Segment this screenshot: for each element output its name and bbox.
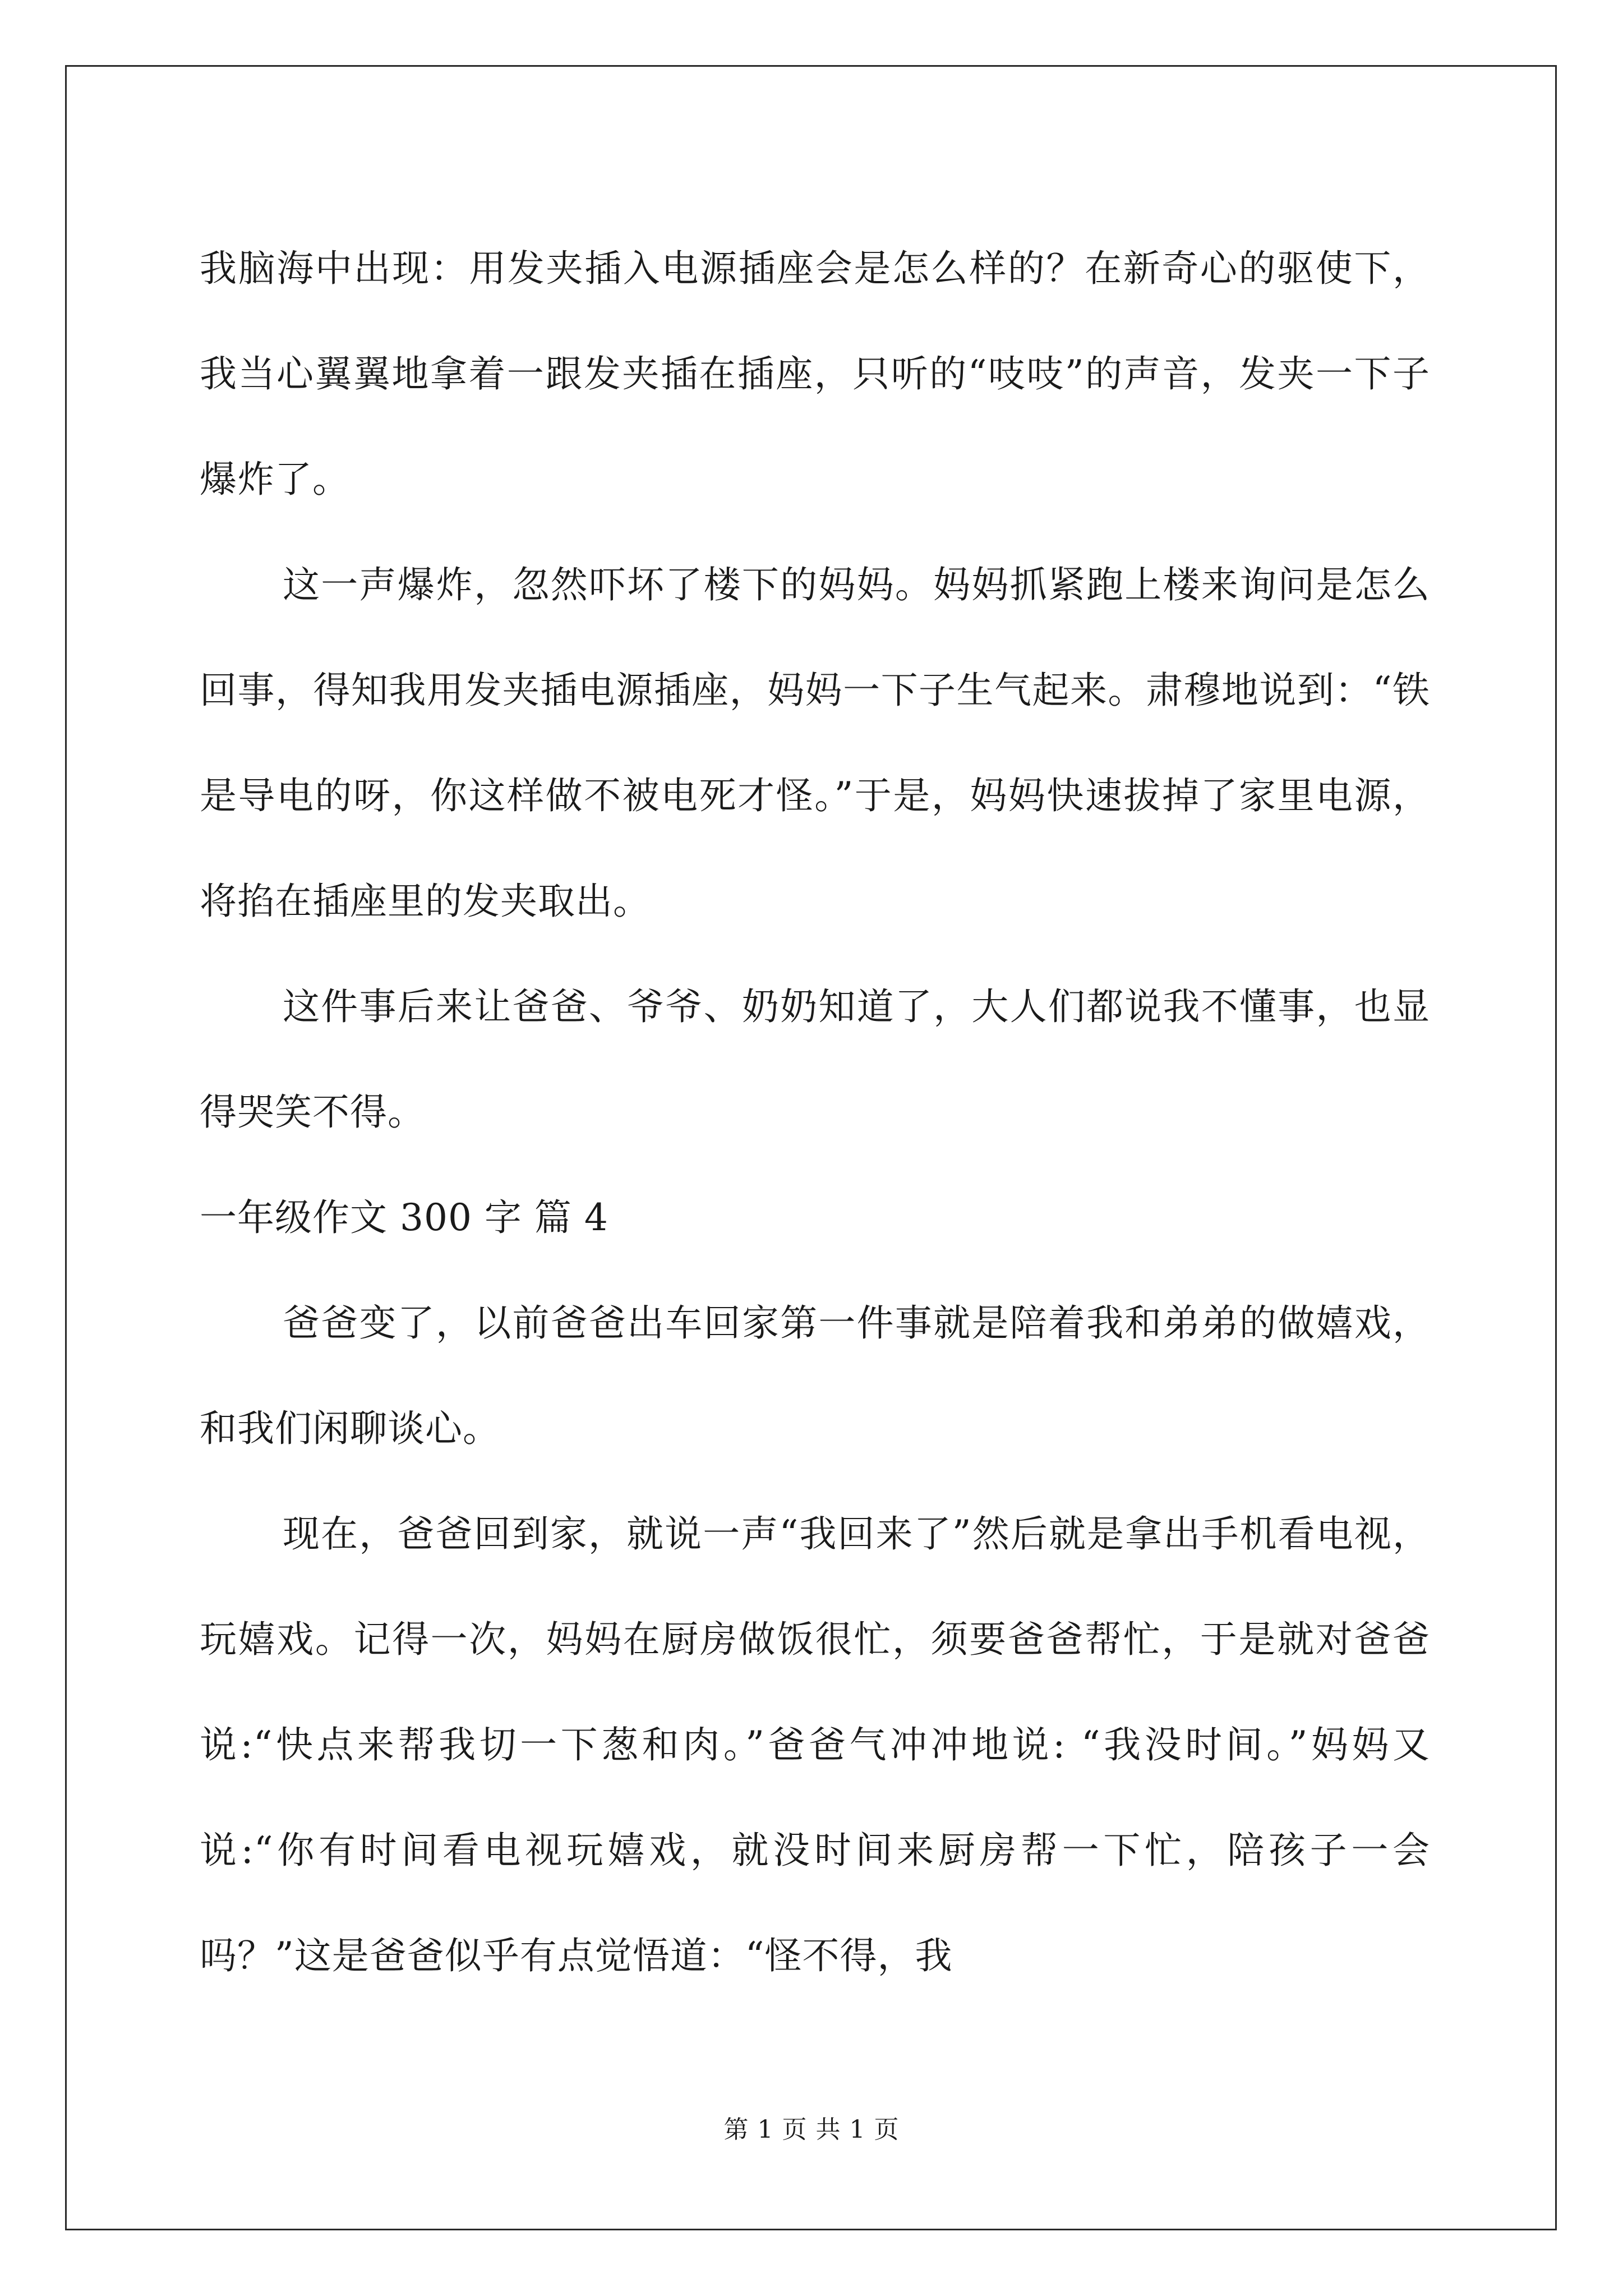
paragraph: 现在，爸爸回到家，就说一声“我回来了”然后就是拿出手机看电视，玩嬉戏。记得一次，妈妈在厨房做饭很忙，须要爸爸帮忙，于是就对爸爸说:“快点来帮我切一下葱和肉。”爸爸气冲冲地说: “我没时间。”妈妈又 说:“你有时间看电视玩嬉戏，就没时间来厨房帮一下忙，陪孩子一会吗？”这是爸爸似乎有点觉悟道：“怪不得，我 <box>200 1512 1430 1977</box>
paragraph: 这件事后来让爸爸、爷爷、奶奶知道了，大人们都说我不懂事，也显得哭笑不得。 <box>200 985 1430 1134</box>
page-footer: 第 1 页 共 1 页 <box>723 2115 900 2144</box>
paragraph: 这一声爆炸，忽然吓坏了楼下的妈妈。妈妈抓紧跑上楼来询问是怎么回事，得知我用发夹插电源插座，妈妈一下子生气起来。肃穆地说到：“铁是导电的呀，你这样做不被电死才怪。”于是，妈妈快速拔掉了家里电源，将掐在插座里的发夹取出。 <box>200 563 1430 923</box>
paragraph: 我脑海中出现：用发夹插入电源插座会是怎么样的？在新奇心的驱使下，我当心翼翼地拿着一跟发夹插在插座，只听的“吱吱”的声音，发夹一下子爆炸了。 <box>200 247 1430 501</box>
paragraph: 爸爸变了，以前爸爸出车回家第一件事就是陪着我和弟弟的做嬉戏，和我们闲聊谈心。 <box>200 1301 1430 1450</box>
section-heading: 一年级作文 300 字 篇 4 <box>200 1196 608 1239</box>
document-body <box>200 216 1430 2009</box>
